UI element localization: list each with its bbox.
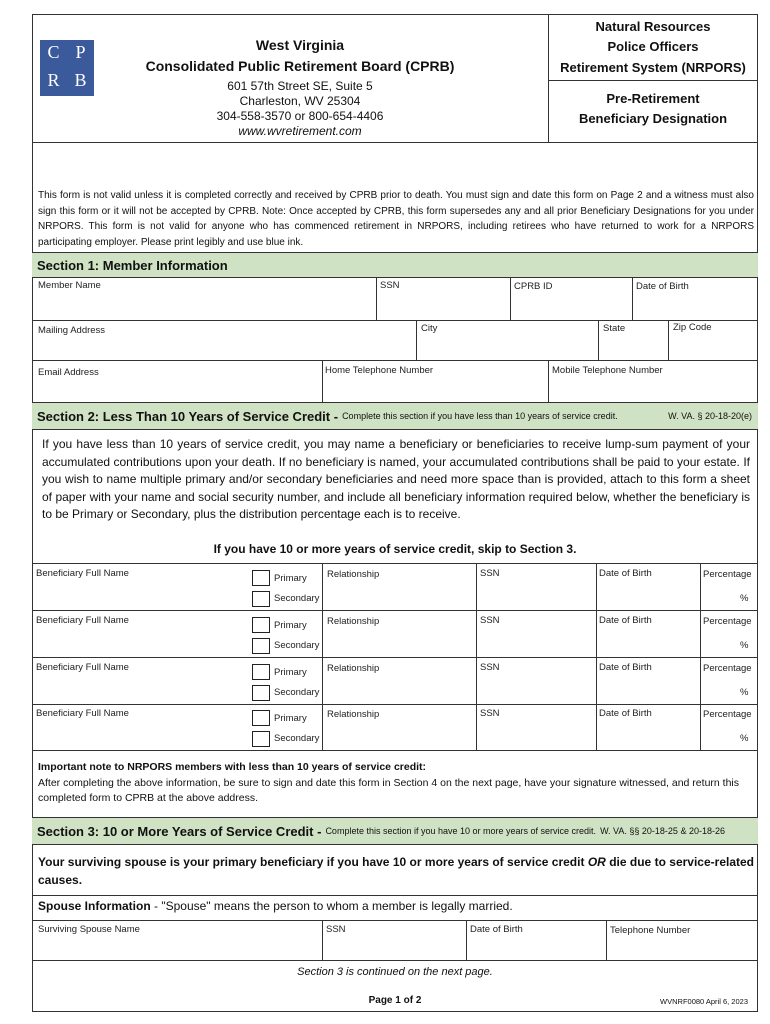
beneficiary-dob-label: Date of Birth <box>599 708 652 719</box>
section3-body-a: Your surviving spouse is your primary beneficiary if you have 10 or more years of service credit <box>38 855 588 869</box>
primary-checkbox[interactable] <box>252 617 270 633</box>
secondary-label: Secondary <box>274 640 320 651</box>
page-number: Page 1 of 2 <box>368 995 422 1006</box>
spouse-info-heading <box>38 899 513 913</box>
mobile-phone-label: Mobile Telephone Number <box>552 365 663 376</box>
logo-letter-r: R <box>47 70 60 90</box>
section2-title: Section 2: Less Than 10 Years of Service Credit - <box>37 408 339 424</box>
column-divider <box>322 704 323 750</box>
email-label: Email Address <box>38 367 99 378</box>
section3-header <box>32 817 758 845</box>
row-divider <box>32 610 758 611</box>
form-title-1: Pre-Retirement <box>606 91 700 106</box>
beneficiary-ssn-label: SSN <box>480 615 500 626</box>
percentage-label: Percentage <box>703 663 752 674</box>
section2-body: If you have less than 10 years of service credit, you may name a beneficiary or beneficiaries to receive lump-sum payment of your accumulated contributions upon your death. If no beneficiary is named, your accumulated contributions shall be paid to your estate. If you wish to name multiple primary and/or secondary beneficiaries and need more space than is provided, attach to this form a sheet of paper with your name and social security number, and include all beneficiary information required below, whether the beneficiary is to be Primary or Secondary, plus the distribution percentage each is to receive. <box>42 437 750 521</box>
section3-title: Section 3: 10 or More Years of Service Credit - <box>37 823 322 839</box>
percentage-label: Percentage <box>703 616 752 627</box>
beneficiary-ssn-label: SSN <box>480 662 500 673</box>
spouse-ssn-label: SSN <box>326 924 346 935</box>
org-phones: 304-558-3570 or 800-654-4406 <box>216 109 384 123</box>
city-label: City <box>421 323 438 334</box>
ssn-label: SSN <box>380 280 400 291</box>
logo-letter-b: B <box>74 70 87 90</box>
column-divider <box>322 658 323 704</box>
column-divider <box>596 704 597 750</box>
percentage-label: Percentage <box>703 569 752 580</box>
section3-subtitle: Complete this section if you have 10 or more years of service credit. <box>325 826 597 836</box>
primary-checkbox[interactable] <box>252 710 270 726</box>
primary-label: Primary <box>274 620 307 631</box>
org-address-2: Charleston, WV 25304 <box>239 94 361 108</box>
column-divider <box>596 658 597 704</box>
org-title-2: Consolidated Public Retirement Board (CPRB) <box>145 58 455 74</box>
secondary-checkbox[interactable] <box>252 591 270 607</box>
org-address-1: 601 57th Street SE, Suite 5 <box>227 79 373 93</box>
cprb-id-label: CPRB ID <box>514 281 553 292</box>
logo-letter-p: P <box>75 42 86 62</box>
intro-text: This form is not valid unless it is completed correctly and received by CPRB prior to death. You must sign and date this form on Page 2 and a witness must also sign this form or it will not be accepted by CPRB. Note: Once accepted by CPRB, this form supersedes any and all prior Beneficiary Designations for you under NRPORS. This form is not valid for anyone who has commenced retirement in NRPORS, including retirees who have returned to work for a NRPORS participating employer. Please print legibly and use blue ink. <box>38 190 754 248</box>
primary-label: Primary <box>274 573 307 584</box>
spouse-dob-label: Date of Birth <box>470 924 523 935</box>
system-name-3: Retirement System (NRPORS) <box>560 60 746 75</box>
cprb-logo <box>40 40 94 96</box>
column-divider <box>700 564 701 610</box>
section3-body-or: OR <box>587 855 606 869</box>
percent-sign: % <box>740 640 749 651</box>
column-divider <box>476 658 477 704</box>
row-divider <box>32 704 758 705</box>
section2-ref: W. VA. § 20-18-20(e) <box>668 411 752 421</box>
column-divider <box>596 564 597 610</box>
secondary-label: Secondary <box>274 733 320 744</box>
spouse-info-title: Spouse Information <box>38 899 151 913</box>
section1-title: Section 1: Member Information <box>37 257 228 273</box>
section2-subtitle: Complete this section if you have less than 10 years of service credit. <box>342 411 618 421</box>
primary-checkbox[interactable] <box>252 664 270 680</box>
dob-label: Date of Birth <box>636 281 689 292</box>
spouse-name-label: Surviving Spouse Name <box>38 924 140 935</box>
column-divider <box>700 658 701 704</box>
primary-label: Primary <box>274 667 307 678</box>
section3-body-b: die due to service-related causes. <box>38 855 754 887</box>
continued-note: Section 3 is continued on the next page. <box>297 966 493 978</box>
zip-label: Zip Code <box>673 322 712 333</box>
percent-sign: % <box>740 733 749 744</box>
secondary-checkbox[interactable] <box>252 638 270 654</box>
secondary-checkbox[interactable] <box>252 731 270 747</box>
percent-sign: % <box>740 593 749 604</box>
column-divider <box>700 611 701 657</box>
relationship-label: Relationship <box>327 709 380 720</box>
logo-letter-c: C <box>47 42 60 62</box>
percentage-label: Percentage <box>703 709 752 720</box>
spouse-info-def: - "Spouse" means the person to whom a member is legally married. <box>150 899 513 913</box>
section1-header <box>32 252 758 278</box>
column-divider <box>322 564 323 610</box>
section2-note-body: After completing the above information, be sure to sign and date this form in Section 4 on the next page, have your signature witnessed, and return this completed form to CPRB at the above address. <box>38 777 739 804</box>
beneficiary-ssn-label: SSN <box>480 708 500 719</box>
beneficiary-dob-label: Date of Birth <box>599 568 652 579</box>
beneficiary-dob-label: Date of Birth <box>599 662 652 673</box>
column-divider <box>322 611 323 657</box>
beneficiary-name-label: Beneficiary Full Name <box>36 615 129 626</box>
system-name-1: Natural Resources <box>595 19 711 34</box>
secondary-label: Secondary <box>274 593 320 604</box>
beneficiary-ssn-label: SSN <box>480 568 500 579</box>
spouse-phone-label: Telephone Number <box>610 925 691 936</box>
member-name-label: Member Name <box>38 280 101 291</box>
section3-ref: W. VA. §§ 20-18-25 & 20-18-26 <box>600 826 725 836</box>
relationship-label: Relationship <box>327 663 380 674</box>
secondary-label: Secondary <box>274 687 320 698</box>
home-phone-label: Home Telephone Number <box>325 365 434 376</box>
relationship-label: Relationship <box>327 569 380 580</box>
column-divider <box>596 611 597 657</box>
beneficiary-name-label: Beneficiary Full Name <box>36 662 129 673</box>
state-label: State <box>603 323 626 334</box>
beneficiary-name-label: Beneficiary Full Name <box>36 568 129 579</box>
column-divider <box>476 704 477 750</box>
form-id: WVNRF0080 April 6, 2023 <box>660 997 748 1006</box>
system-name-2: Police Officers <box>607 39 699 54</box>
org-title-1: West Virginia <box>255 37 345 53</box>
column-divider <box>700 704 701 750</box>
secondary-checkbox[interactable] <box>252 685 270 701</box>
section2-skip: If you have 10 or more years of service credit, skip to Section 3. <box>213 542 577 556</box>
row-divider <box>32 657 758 658</box>
beneficiary-name-label: Beneficiary Full Name <box>36 708 129 719</box>
org-website[interactable]: www.wvretirement.com <box>238 124 362 138</box>
mailing-address-label: Mailing Address <box>38 325 106 336</box>
primary-label: Primary <box>274 713 307 724</box>
section2-note-title: Important note to NRPORS members with less than 10 years of service credit: <box>38 761 427 773</box>
relationship-label: Relationship <box>327 616 380 627</box>
form-title-2: Beneficiary Designation <box>578 111 728 126</box>
beneficiary-dob-label: Date of Birth <box>599 615 652 626</box>
percent-sign: % <box>740 687 749 698</box>
column-divider <box>476 611 477 657</box>
section2-header <box>32 402 758 430</box>
column-divider <box>476 564 477 610</box>
section3-body <box>38 853 754 889</box>
primary-checkbox[interactable] <box>252 570 270 586</box>
